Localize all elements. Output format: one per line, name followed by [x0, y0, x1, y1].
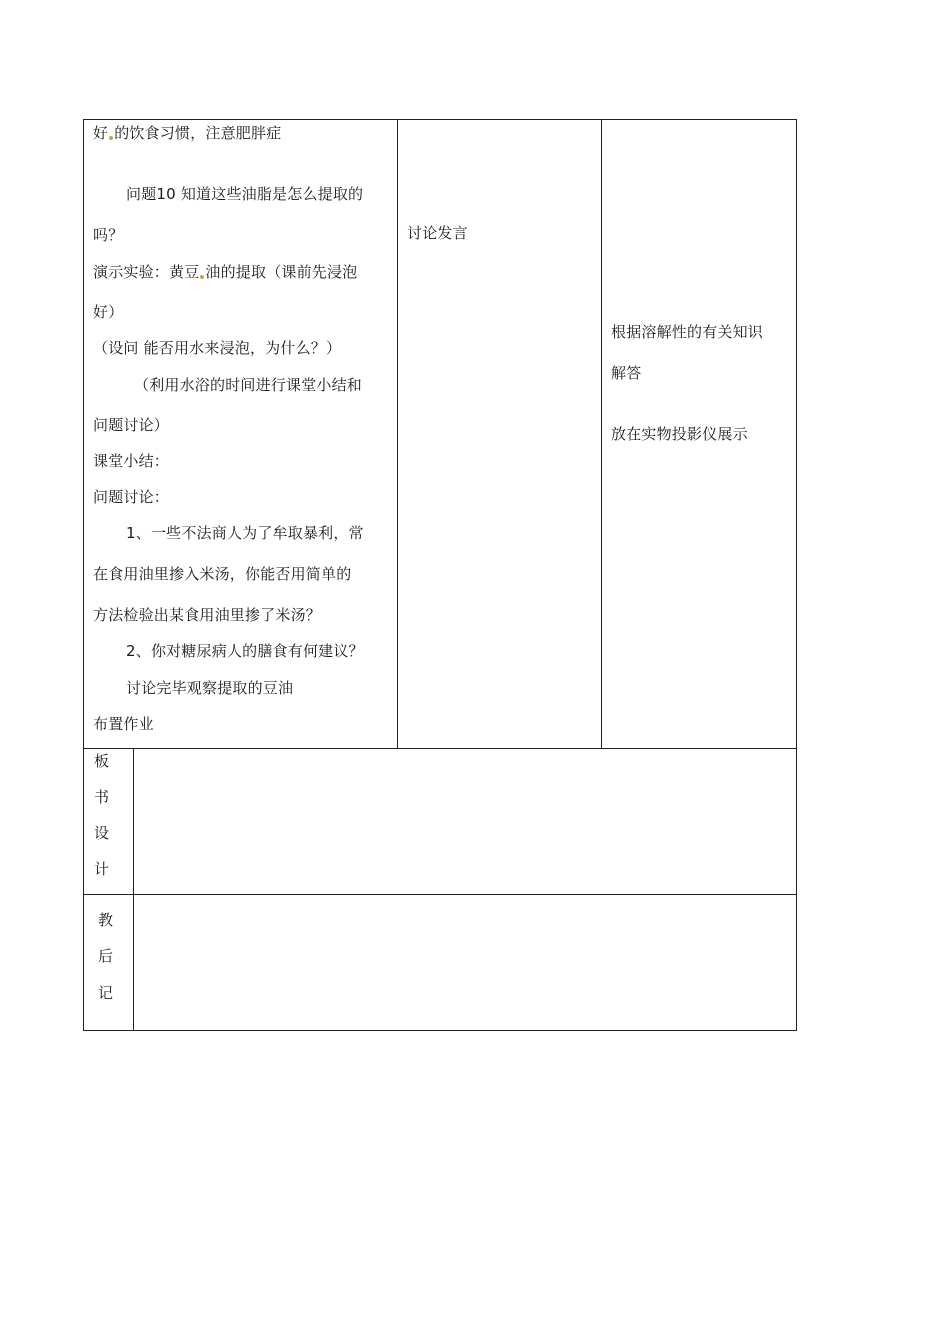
label-char: 书 — [94, 788, 110, 806]
process-line: 好） — [93, 303, 124, 321]
divider-col2-col3 — [601, 119, 602, 748]
label-char: 计 — [94, 860, 110, 878]
post-teaching-content — [134, 895, 796, 1030]
process-line: 问题10 知道这些油脂是怎么提取的 — [126, 185, 364, 203]
label-char: 记 — [98, 984, 114, 1002]
divider-col1-col2 — [397, 119, 398, 748]
label-char: 教 — [98, 911, 114, 929]
process-line: 问题讨论： — [93, 488, 170, 506]
process-line: 好 的饮食习惯，注意肥胖症 — [93, 124, 282, 142]
process-line: 问题讨论） — [93, 416, 170, 434]
process-line: 布置作业 — [93, 715, 154, 733]
process-line: 吗？ — [93, 226, 124, 244]
process-line: 演示实验：黄豆 油的提取（课前先浸泡 — [93, 263, 358, 281]
process-line: 方法检验出某食用油里掺了米汤？ — [93, 606, 322, 624]
process-line: （设问 能否用水来浸泡，为什么？） — [93, 339, 342, 357]
label-char: 后 — [98, 947, 114, 965]
marker-dot — [200, 275, 204, 279]
process-line: 课堂小结： — [93, 452, 170, 470]
intent-line: 解答 — [611, 364, 642, 382]
label-char: 设 — [94, 824, 110, 842]
process-line: （利用水浴的时间进行课堂小结和 — [134, 376, 363, 394]
board-design-content — [134, 749, 796, 894]
process-line: 2、你对糖尿病人的膳食有何建议？ — [126, 642, 364, 660]
label-char: 板 — [94, 752, 110, 770]
process-line: 讨论完毕观察提取的豆油 — [126, 679, 294, 697]
student-activity-cell: 讨论发言 — [407, 224, 468, 242]
marker-dot — [109, 136, 113, 140]
intent-line: 放在实物投影仪展示 — [611, 425, 748, 443]
process-line: 在食用油里掺入米汤，你能否用简单的 — [93, 565, 352, 583]
process-line: 1、一些不法商人为了牟取暴利，常 — [126, 524, 364, 542]
intent-line: 根据溶解性的有关知识 — [611, 323, 764, 341]
